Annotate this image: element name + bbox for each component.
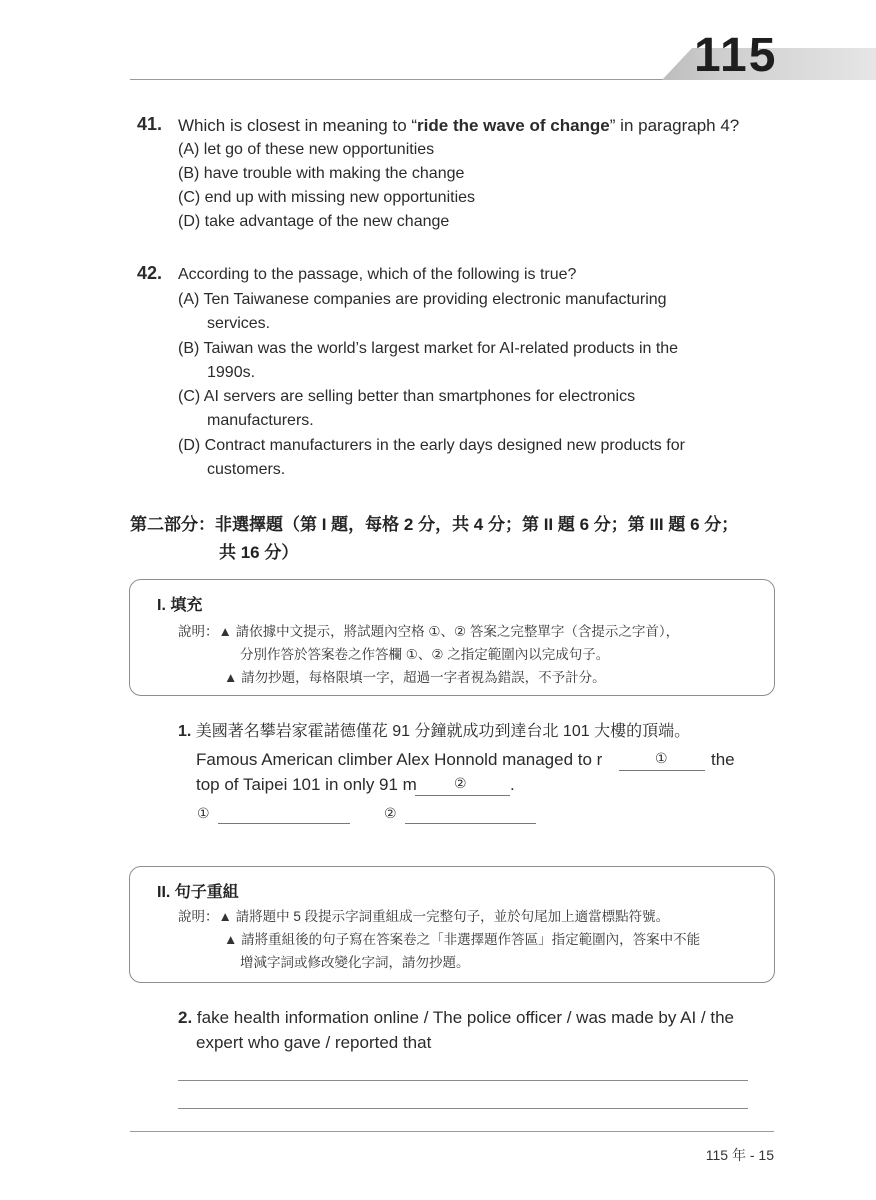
- section-1-note-1: [178, 620, 679, 643]
- question-1-line-1-end: the: [711, 750, 735, 769]
- section-2-note-2: ▲ 請將重組後的句子寫在答案卷之「非選擇題作答區」指定範圍內，答案中不能: [224, 932, 701, 947]
- answer-2-label: ②: [384, 805, 397, 821]
- question-1-line-2-end: .: [510, 775, 515, 794]
- answer-2-line[interactable]: [405, 823, 536, 824]
- question-41-stem: [178, 114, 739, 138]
- question-1-line-1: Famous American climber Alex Honnold managed to r: [196, 750, 603, 769]
- blank-1-marker: ①: [655, 750, 668, 766]
- blank-2-underline: [415, 795, 510, 796]
- option-text: AI servers are selling better than smartphones for electronics: [203, 388, 636, 405]
- option-text: Ten Taiwanese companies are providing electronic manufacturing: [203, 291, 667, 308]
- answer-1-line[interactable]: [218, 823, 350, 824]
- question-41: [137, 114, 162, 135]
- option-42-b-cont: 1990s.: [207, 364, 256, 381]
- question-42-stem: According to the passage, which of the following is true?: [178, 266, 577, 283]
- question-1-chinese: [178, 720, 690, 744]
- option-label: (C): [178, 388, 201, 405]
- footer-rule: [130, 1131, 774, 1132]
- blank-2-marker: ②: [454, 775, 467, 791]
- question-1-line-2: top of Taipei 101 in only 91 m: [196, 775, 417, 794]
- answer-writing-line-2[interactable]: [178, 1108, 748, 1109]
- stem-bold-phrase: ride the wave of change: [417, 116, 610, 135]
- question-number: 42.: [137, 263, 163, 283]
- question-2-line-2: expert who gave / reported that: [196, 1033, 432, 1052]
- section-2-title: II. 句子重組: [157, 884, 239, 901]
- answer-writing-line-1[interactable]: [178, 1080, 748, 1081]
- option-label: (D): [178, 437, 201, 454]
- answer-1-label: ①: [197, 805, 210, 821]
- option-42-b: [178, 337, 678, 361]
- question-2-fragments: fake health information online / The police officer / was made by AI / the: [196, 1008, 734, 1027]
- section-2-note-2-cont: 增減字詞或修改變化字詞，請勿抄題。: [240, 955, 470, 970]
- part2-heading-cont: 共 16 分）: [219, 543, 299, 562]
- option-41-b: (B) have trouble with making the change: [178, 165, 465, 182]
- question-chinese-prompt: 美國著名攀岩家霍諾德僅花 91 分鐘就成功到達台北 101 大樓的頂端。: [195, 723, 691, 740]
- option-42-a: [178, 288, 667, 312]
- blank-1-underline: [619, 770, 705, 771]
- page-tab-number: 115: [694, 29, 778, 82]
- section-1-note-1-cont: 分別作答於答案卷之作答欄 ①、② 之指定範圍內以完成句子。: [240, 647, 610, 662]
- option-42-d: [178, 434, 685, 458]
- note-text: ▲ 請依據中文提示，將試題內空格 ①、② 答案之完整單字（含提示之字首），: [218, 624, 680, 639]
- note-label: 說明：: [178, 624, 219, 639]
- section-2-note-1: [178, 905, 669, 928]
- option-42-d-cont: customers.: [207, 461, 286, 478]
- question-number: 2.: [178, 1008, 193, 1027]
- section-1-title: I. 填充: [157, 597, 203, 614]
- header-rule: [130, 79, 670, 80]
- stem-text-end: ” in paragraph 4?: [609, 116, 740, 135]
- note-label: 說明：: [178, 909, 219, 924]
- note-text: ▲ 請將題中 5 段提示字詞重組成一完整句子，並於句尾加上適當標點符號。: [218, 909, 670, 924]
- question-42: [137, 263, 162, 284]
- stem-text: Which is closest in meaning to “: [178, 116, 418, 135]
- option-41-a: (A) let go of these new opportunities: [178, 141, 435, 158]
- option-label: (A): [178, 291, 200, 308]
- option-42-c: [178, 385, 635, 409]
- section-1-note-2: ▲ 請勿抄題，每格限填一字，超過一字者視為錯誤，不予計分。: [224, 670, 606, 685]
- option-text: Contract manufacturers in the early days designed new products for: [204, 437, 685, 454]
- option-41-d: (D) take advantage of the new change: [178, 213, 450, 230]
- question-number: 41.: [137, 114, 163, 134]
- page-number: 115 年 - 15: [705, 1147, 774, 1163]
- option-42-c-cont: manufacturers.: [207, 412, 314, 429]
- option-42-a-cont: services.: [207, 315, 271, 332]
- question-2-line-1: [178, 1006, 734, 1030]
- option-label: (B): [178, 340, 200, 357]
- option-text: Taiwan was the world’s largest market for AI-related products in the: [203, 340, 679, 357]
- part2-heading: 第二部分：非選擇題（第 I 題，每格 2 分，共 4 分；第 II 題 6 分；第 III 題 6 分；: [130, 515, 739, 534]
- option-41-c: (C) end up with missing new opportunities: [178, 189, 476, 206]
- question-number: 1.: [178, 723, 192, 740]
